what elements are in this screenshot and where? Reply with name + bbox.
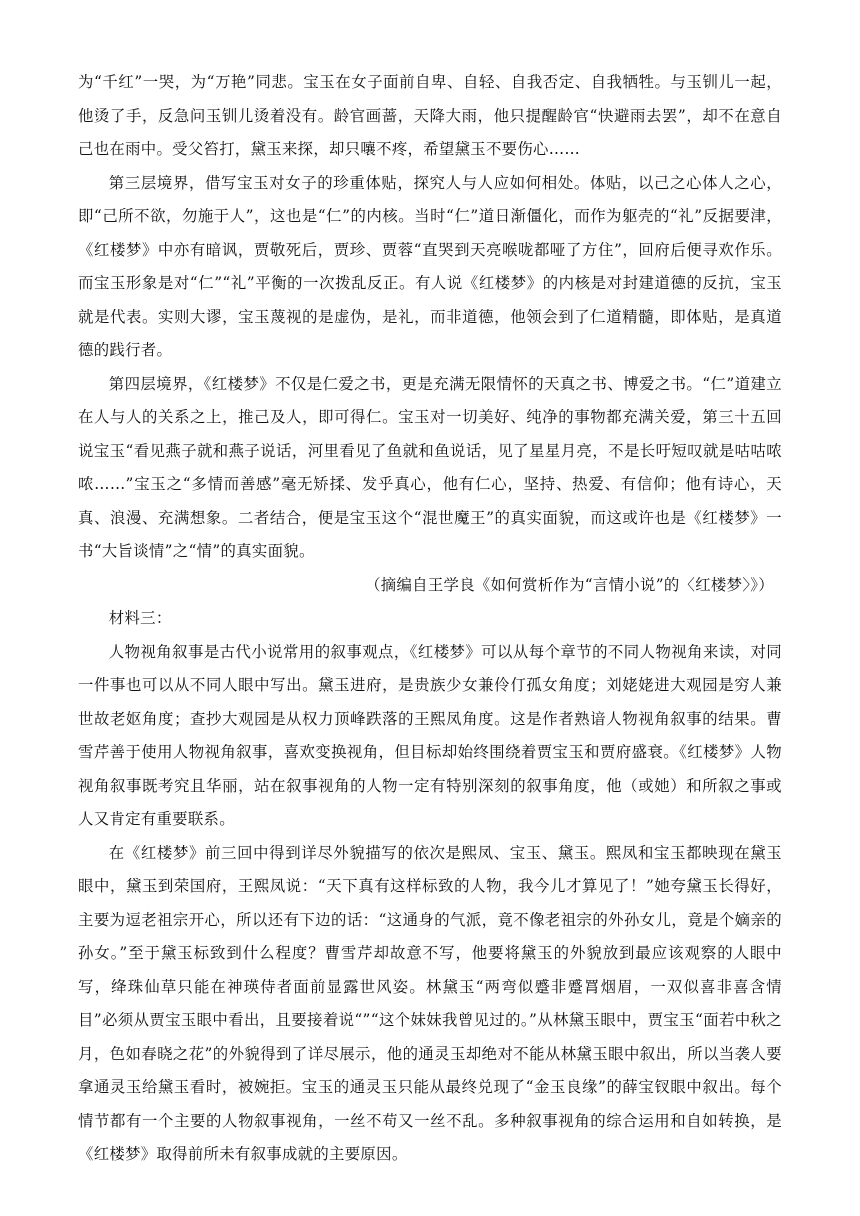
paragraph-first-three-chapters: 在《红楼梦》前三回中得到详尽外貌描写的依次是熙凤、宝玉、黛玉。熙凤和宝玉都映现在黛玉眼中，黛玉到荣国府，王熙凤说：“天下真有这样标致的人物，我今儿才算见了！”她夸黛玉长得好，主要为逗老祖宗开心，所以还有下边的话：“这通身的气派，竟不像老祖宗的外孙女儿，竟是个嫡亲的孙女。”至于黛玉标致到什么程度？曹雪芹却故意不写，他要将黛玉的外貌放到最应该观察的人眼中写，绛珠仙草只能在神瑛侍者面前显露世风姿。林黛玉“两弯似蹙非蹙罥烟眉，一双似喜非喜含情目”必须从贾宝玉眼中看出，且要接着说“”“这个妹妹我曾见过的。”从林黛玉眼中，贾宝玉“面若中秋之月，色如春晓之花”的外貌得到了详尽展示，他的通灵玉却绝对不能从林黛玉眼中叙出，所以当袭人要拿通灵玉给黛玉看时，被婉拒。宝玉的通灵玉只能从最终兑现了“金玉良缘”的薛宝钗眼中叙出。每个情节都有一个主要的人物叙事视角，一丝不苟又一丝不乱。多种叙事视角的综合运用和自如转换，是《红楼梦》取得前所未有叙事成就的主要原因。 bbox=[78, 843, 782, 1163]
paragraph-fourth-level: 第四层境界，《红楼梦》不仅是仁爱之书，更是充满无限情怀的天真之书、博爱之书。“仁”道建立在人与人的关系之上，推己及人，即可得仁。宝玉对一切美好、纯净的事物都充满关爱，第三十五回说宝玉“看见燕子就和燕子说话，河里看见了鱼就和鱼说话，见了星星月亮，不是长吁短叹就是咕咕哝哝……”宝玉之“多情而善感”毫无矫揉、发乎真心，他有仁心，坚持、热爱、有信仰；他有诗心，天真、浪漫、充满想象。二者结合，便是宝玉这个“混世魔王”的真实面貌，而这或许也是《红楼梦》一书“大旨谈情”之“情”的真实面貌。 bbox=[78, 374, 782, 560]
document-page bbox=[78, 66, 782, 1172]
paragraph-continued: 为“千红”一哭，为“万艳”同悲。宝玉在女子面前自卑、自轻、自我否定、自我牺牲。与玉钏儿一起，他烫了手，反急问玉钏儿烫着没有。龄官画蔷，天降大雨，他只提醒龄官“快避雨去罢”，却不在意自己也在雨中。受父笞打，黛玉来探，却只嚷不疼，希望黛玉不要伤心…… bbox=[78, 73, 782, 158]
section-label-material-three: 材料三： bbox=[108, 609, 172, 627]
source-citation: （摘编自王学良《如何赏析作为“言情小说”的〈红楼梦〉》） bbox=[365, 575, 774, 594]
paragraph-third-level: 第三层境界，借写宝玉对女子的珍重体贴，探究人与人应如何相处。体贴，以己之心体人之心，即“己所不欲，勿施于人”，这也是“仁”的内核。当时“仁”道日渐僵化，而作为躯壳的“礼”反据要津，《红楼梦》中亦有暗讽，贾敬死后，贾珍、贾蓉“直哭到天亮喉咙都哑了方住”，回府后便寻欢作乐。而宝玉形象是对“仁”“礼”平衡的一次拨乱反正。有人说《红楼梦》的内核是对封建道德的反抗，宝玉就是代表。实则大谬，宝玉蔑视的是虚伪，是礼，而非道德，他领会到了仁道精髓，即体贴，是真道德的践行者。 bbox=[78, 173, 782, 359]
paragraph-narrative-perspective: 人物视角叙事是古代小说常用的叙事观点，《红楼梦》可以从每个章节的不同人物视角来读，对同一件事也可以从不同人眼中写出。黛玉进府，是贵族少女兼伶仃孤女角度；刘姥姥进大观园是穷人兼世故老妪角度；查抄大观园是从权力顶峰跌落的王熙凤角度。这是作者熟谙人物视角叙事的结果。曹雪芹善于使用人物视角叙事，喜欢变换视角，但目标却始终围绕着贾宝玉和贾府盛衰。《红楼梦》人物视角叙事既考究且华丽，站在叙事视角的人物一定有特别深刻的叙事角度，他（或她）和所叙之事或人又肯定有重要联系。 bbox=[78, 642, 782, 828]
